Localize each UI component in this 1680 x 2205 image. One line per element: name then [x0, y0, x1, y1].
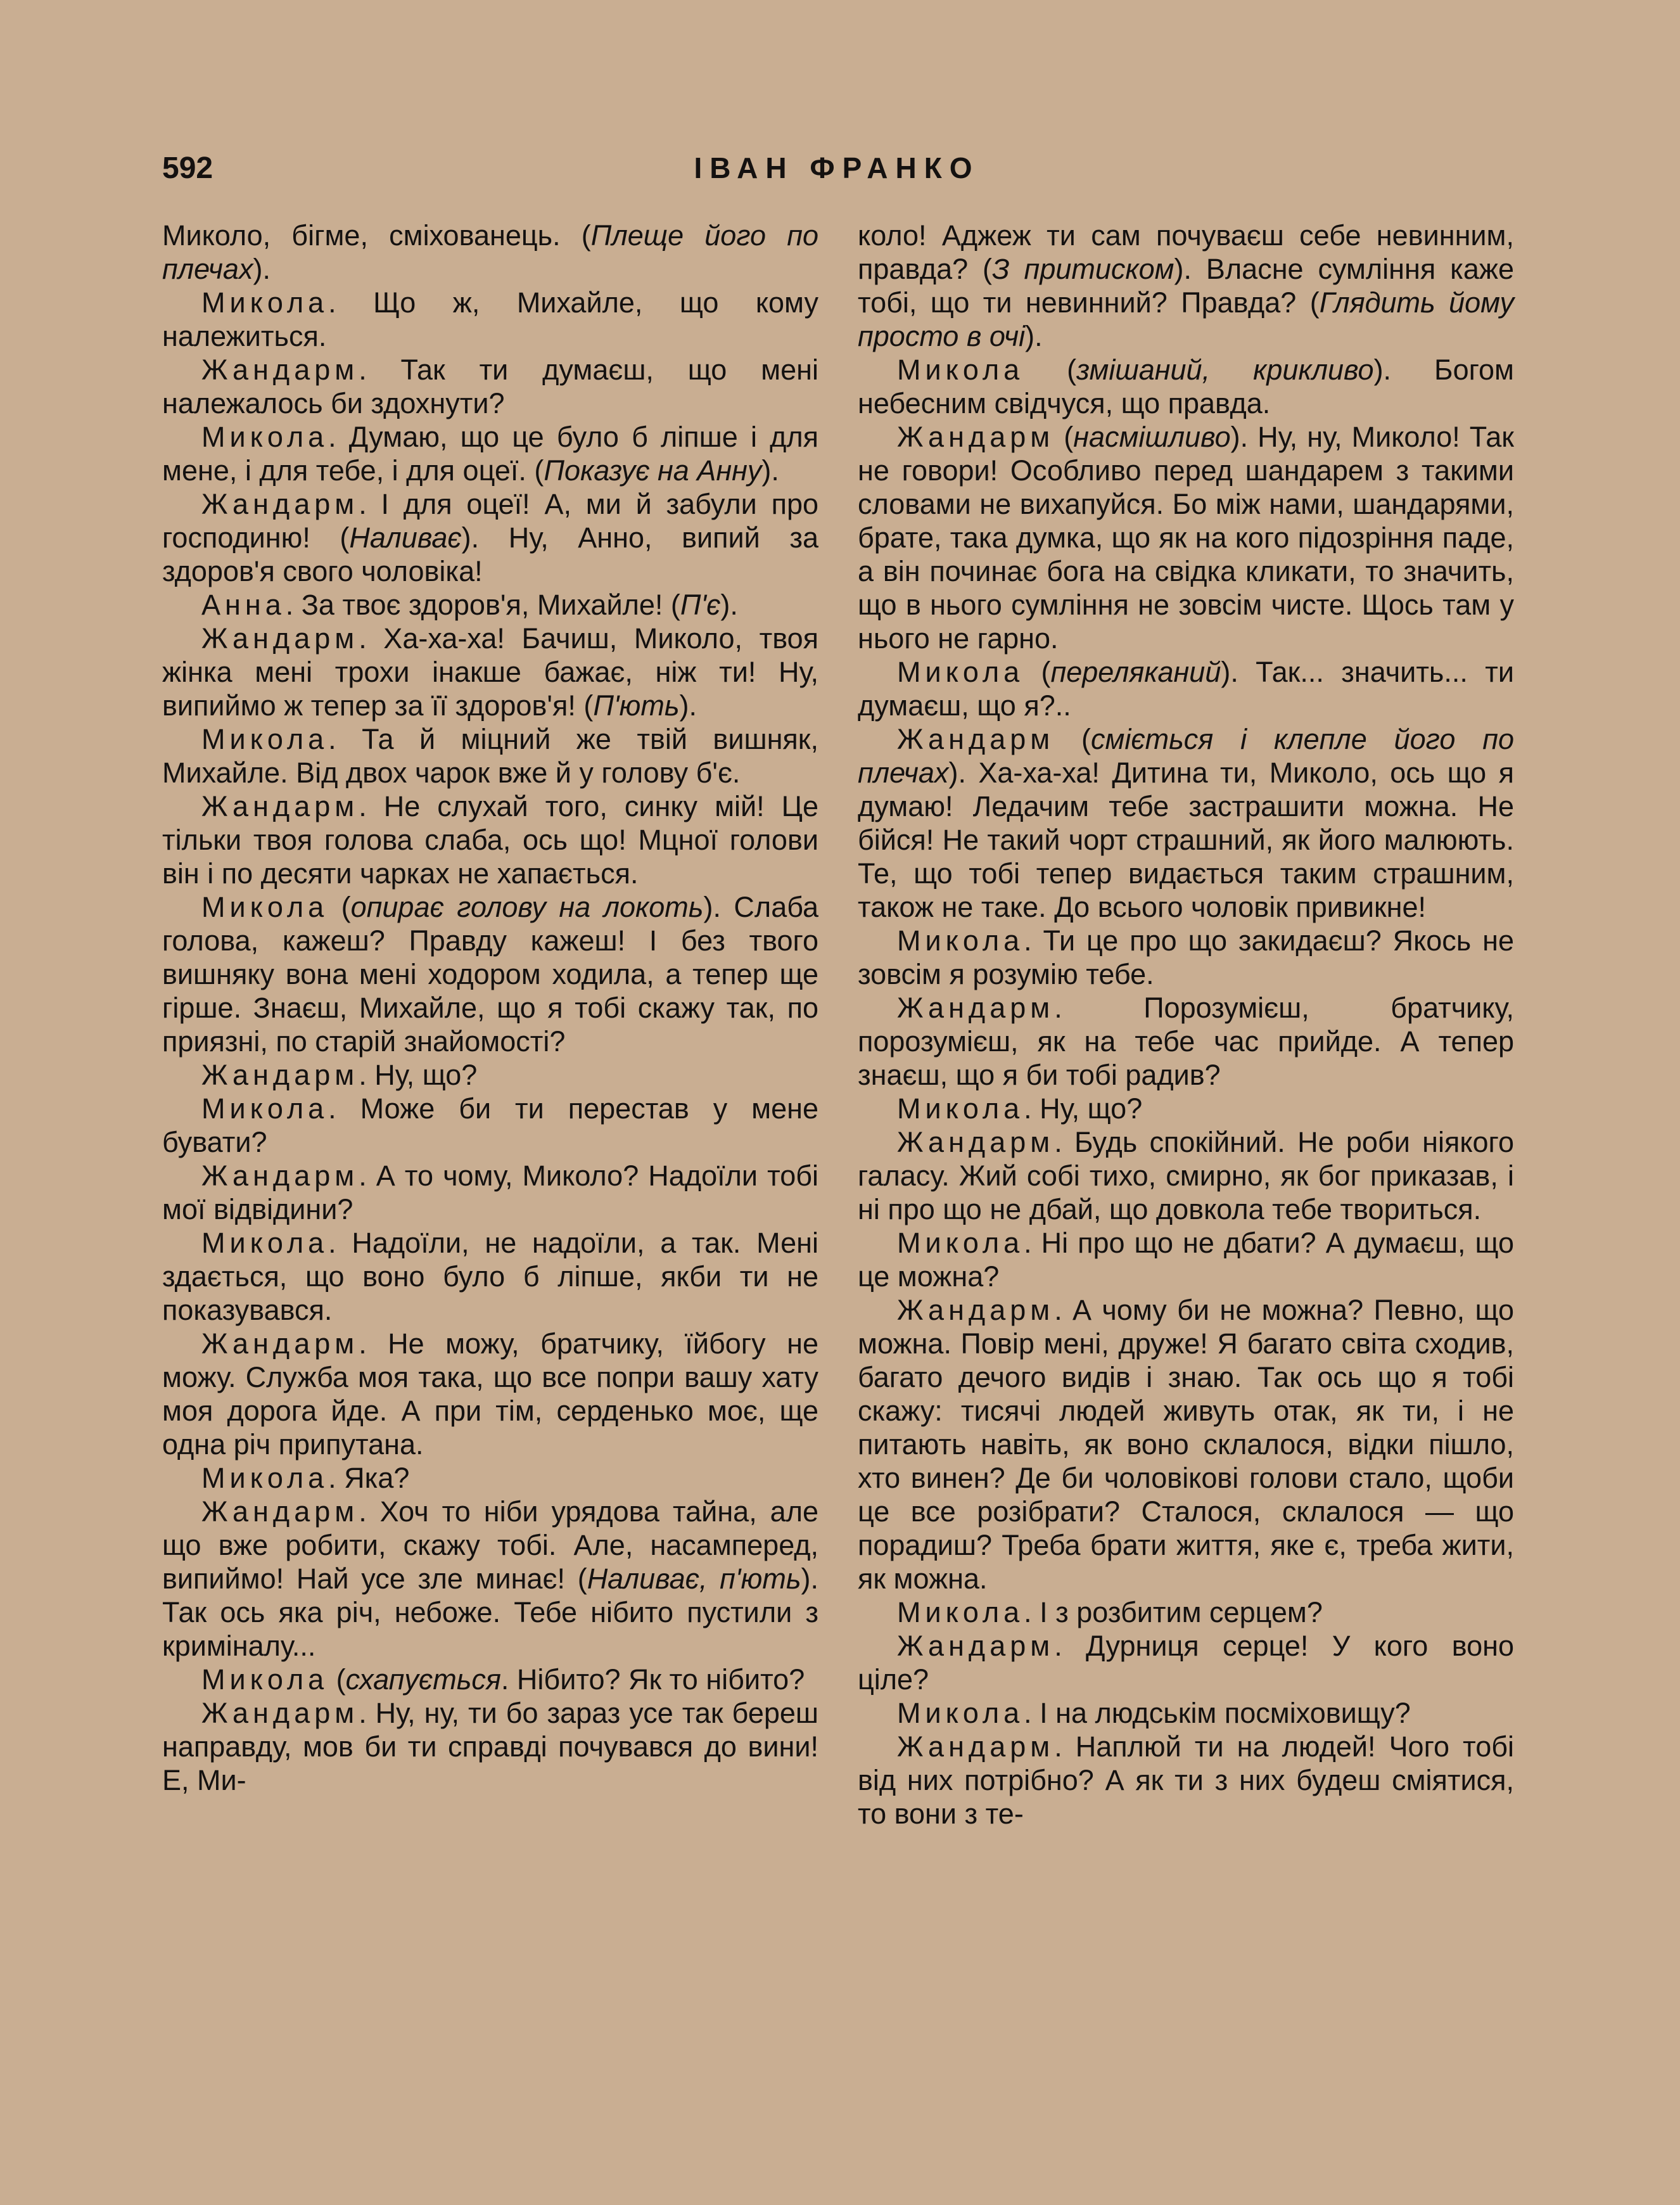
paragraph	[858, 1629, 1514, 1696]
stage-direction: змішаний, крикливо	[1076, 354, 1374, 386]
dialogue-text: ).	[720, 589, 738, 621]
dialogue-text: . Нібито? Як то нібито?	[500, 1663, 805, 1696]
paragraph	[162, 1461, 818, 1495]
dialogue-text: . А то чому, Миколо? Надоїли тобі мої відвідини?	[162, 1160, 818, 1225]
speaker-name: Жандарм	[897, 1126, 1055, 1158]
paragraph	[162, 1226, 818, 1327]
stage-direction: Наливає, п'ють	[587, 1563, 801, 1595]
speaker-name: Жандарм	[897, 723, 1055, 755]
paragraph	[162, 1327, 818, 1461]
dialogue-text: . Хоч то ніби урядова тайна, але що вже робити, скажу тобі. Але, насамперед, випиймо! Най усе зле минає! (	[162, 1495, 818, 1595]
dialogue-text: . Думаю, що це було б ліпше і для мене, і для тебе, і для оцеї. (	[162, 421, 818, 487]
stage-direction: П'ють	[593, 689, 680, 722]
dialogue-text: . Та й міцний же твій вишняк, Михайле. Від двох чарок вже й у голову б'є.	[162, 723, 818, 789]
speaker-name: Жандарм	[201, 488, 359, 520]
paragraph	[858, 722, 1514, 924]
speaker-name: Микола	[201, 1663, 329, 1696]
dialogue-text: ).	[761, 454, 779, 487]
dialogue-text: . І на людськім посміховищу?	[1024, 1697, 1411, 1729]
dialogue-text: . Що ж, Михайле, що кому належиться.	[162, 286, 818, 352]
dialogue-text: . Ні про що не дбати? А думаєш, що це можна?	[858, 1227, 1514, 1293]
stage-direction: сміється і клепле його по плечах	[858, 723, 1514, 789]
paragraph	[858, 420, 1514, 655]
dialogue-text: . Ха-ха-ха! Бачиш, Миколо, твоя жінка мені трохи інакше бажає, ніж ти! Ну, випиймо ж тепер за її здоров'я! (	[162, 622, 818, 722]
dialogue-text: коло! Аджеж ти сам почуваєш себе невинним, правда? (	[858, 219, 1514, 285]
dialogue-text: . Яка?	[328, 1462, 410, 1494]
dialogue-text: . А чому би не можна? Певно, що можна. Повір мені, друже! Я багато світа сходив, багато дечого видів і знаю. Так ось що я тобі скажу: тисячі людей живуть отак, як ти, і не питають навіть, як воно склалося, відки пішло, хто винен? Де би чоловікові голови стало, щоби це все розібрати? Сталося, склалося — що порадиш? Треба брати життя, яке є, треба жити, як можна.	[858, 1294, 1514, 1595]
paragraph	[162, 487, 818, 588]
speaker-name: Жандарм	[897, 1630, 1055, 1662]
paragraph	[858, 991, 1514, 1092]
running-title: ІВАН ФРАНКО	[694, 151, 980, 184]
dialogue-text: ).	[1025, 320, 1043, 352]
dialogue-text: (	[328, 1663, 346, 1696]
dialogue-text: ).	[679, 689, 697, 722]
dialogue-text: . І з розбитим серцем?	[1024, 1596, 1323, 1628]
left-text-column	[162, 219, 818, 1797]
dialogue-text: ). Власне сумління каже тобі, що ти невинний? Правда? (	[858, 253, 1514, 319]
paragraph	[858, 1696, 1514, 1730]
speaker-name: Микола	[201, 1092, 329, 1125]
paragraph	[858, 353, 1514, 420]
stage-direction: Глядить йому просто в очі	[858, 286, 1514, 352]
paragraph	[162, 1159, 818, 1226]
dialogue-text: . Наплюй ти на людей! Чого тобі від них потрібно? А як ти з них будеш сміятися, то вони з те-	[858, 1730, 1514, 1830]
paragraph	[162, 420, 818, 487]
stage-direction: П'є	[680, 589, 721, 621]
speaker-name: Жандарм	[201, 1059, 359, 1091]
speaker-name: Жандарм	[201, 354, 359, 386]
paragraph	[162, 622, 818, 722]
stage-direction: Плеще його по плечах	[162, 219, 818, 285]
stage-direction: Наливає	[349, 521, 462, 554]
dialogue-text: (	[328, 891, 351, 923]
paragraph	[162, 588, 818, 622]
paragraph	[858, 1595, 1514, 1629]
speaker-name: Жандарм	[201, 1160, 359, 1192]
paragraph	[162, 1663, 818, 1696]
speaker-name: Жандарм	[201, 790, 359, 822]
dialogue-text: ). Слаба голова, кажеш? Правду кажеш! І без твого вишняку вона мені ходором ходила, а тепер ще гірше. Знаєш, Михайле, що я тобі скажу так, по приязні, по старій знайомості?	[162, 891, 818, 1058]
speaker-name: Микола	[201, 723, 329, 755]
dialogue-text: . Може би ти перестав у мене бувати?	[162, 1092, 818, 1158]
dialogue-text: ). Так... значить... ти думаєш, що я?..	[858, 656, 1514, 722]
paragraph	[858, 1226, 1514, 1293]
dialogue-text: Миколо, бігме, сміхованець. (	[162, 219, 591, 252]
dialogue-text: ). Так ось яка річ, небоже. Тебе нібито пустили з криміналу...	[162, 1563, 818, 1662]
speaker-name: Жандарм	[201, 1697, 359, 1729]
paragraph	[162, 1696, 818, 1797]
speaker-name: Микола	[201, 421, 329, 453]
speaker-name: Микола	[201, 1462, 329, 1494]
speaker-name: Микола	[897, 1697, 1024, 1729]
paragraph	[858, 1092, 1514, 1125]
dialogue-text: . Ну, що?	[1024, 1092, 1143, 1125]
paragraph	[858, 1293, 1514, 1595]
stage-direction: З притиском	[992, 253, 1174, 285]
speaker-name: Анна	[201, 589, 286, 621]
dialogue-text: . Дурниця серце! У кого воно ціле?	[858, 1630, 1514, 1696]
paragraph	[162, 1495, 818, 1663]
dialogue-text: ).	[253, 253, 270, 285]
dialogue-text: ). Ну, Анно, випий за здоров'я свого чоловіка!	[162, 521, 818, 587]
dialogue-text: . І для оцеї! А, ми й забули про господиню! (	[162, 488, 818, 554]
paragraph	[858, 1125, 1514, 1226]
paragraph	[162, 219, 818, 286]
dialogue-text: ). Ну, ну, Миколо! Так не говори! Особливо перед шандарем з такими словами не вихапуйся. Бо між нами, шандарями, брате, така думка, що як на кого підозріння паде, а він починає бога на свідка кликати, то значить, що в нього сумління не зовсім чисте. Щось там у нього не гарно.	[858, 421, 1514, 655]
paragraph	[858, 1730, 1514, 1831]
speaker-name: Микола	[201, 286, 329, 319]
speaker-name: Микола	[201, 891, 329, 923]
dialogue-text: . Порозумієш, братчику, порозумієш, як на тебе час прийде. А тепер знаєш, що я би тобі радив?	[858, 992, 1514, 1091]
dialogue-text: . Надоїли, не надоїли, а так. Мені здається, що воно було б ліпше, якби ти не показувався.	[162, 1227, 818, 1326]
speaker-name: Микола	[897, 1596, 1024, 1628]
dialogue-text: . Ну, ну, ти бо зараз усе так береш направду, мов би ти справді почувався до вини! Е, Ми-	[162, 1697, 818, 1796]
speaker-name: Жандарм	[897, 1294, 1055, 1326]
stage-direction: насмішливо	[1073, 421, 1231, 453]
dialogue-text: ). Ха-ха-ха! Дитина ти, Миколо, ось що я думаю! Ледачим тебе застрашити можна. Не бійся! Не такий чорт страшний, як його малюють. Те, що тобі тепер видається таким страшним, також не таке. До всього чоловік привикне!	[858, 757, 1514, 923]
stage-direction: Показує на Анну	[544, 454, 762, 487]
speaker-name: Микола	[897, 354, 1024, 386]
paragraph	[162, 286, 818, 353]
dialogue-text: . Так ти думаєш, що мені належалось би здохнути?	[162, 354, 818, 419]
stage-direction: переляканий	[1050, 656, 1221, 688]
paragraph	[162, 722, 818, 789]
dialogue-text: . Ну, що?	[359, 1059, 478, 1091]
speaker-name: Жандарм	[897, 1730, 1055, 1763]
speaker-name: Микола	[897, 656, 1024, 688]
dialogue-text: . За твоє здоров'я, Михайле! (	[285, 589, 680, 621]
speaker-name: Микола	[897, 1227, 1024, 1259]
dialogue-text: . Не слухай того, синку мій! Це тільки твоя голова слаба, ось що! Мцної голови він і по десяти чарках не хапається.	[162, 790, 818, 890]
dialogue-text: . Ти це про що закидаєш? Якось не зовсім я розумію тебе.	[858, 924, 1514, 990]
paragraph	[858, 655, 1514, 722]
dialogue-text: . Будь спокійний. Не роби ніякого галасу. Жий собі тихо, смирно, як бог приказав, і ні про що не дбай, що довкола тебе твориться.	[858, 1126, 1514, 1225]
dialogue-text: (	[1024, 354, 1077, 386]
dialogue-text: (	[1054, 421, 1074, 453]
speaker-name: Микола	[897, 924, 1024, 957]
paragraph	[162, 789, 818, 890]
speaker-name: Жандарм	[201, 622, 359, 655]
speaker-name: Жандарм	[201, 1495, 359, 1528]
paragraph	[162, 1058, 818, 1092]
dialogue-text: . Не можу, братчику, їйбогу не можу. Служба моя така, що все попри вашу хату моя дорога йде. А при тім, серденько моє, ще одна річ припутана.	[162, 1327, 818, 1460]
stage-direction: опирає голову на локоть	[350, 891, 704, 923]
paragraph	[858, 924, 1514, 991]
right-text-column	[858, 219, 1514, 1831]
stage-direction: схапується	[345, 1663, 501, 1696]
speaker-name: Жандарм	[897, 421, 1055, 453]
speaker-name: Микола	[897, 1092, 1024, 1125]
speaker-name: Жандарм	[201, 1327, 359, 1360]
dialogue-text: ). Богом небесним свідчуся, що правда.	[858, 354, 1514, 419]
dialogue-text: (	[1024, 656, 1051, 688]
paragraph	[162, 890, 818, 1058]
speaker-name: Микола	[201, 1227, 329, 1259]
paragraph	[858, 219, 1514, 353]
page-header	[162, 151, 1511, 189]
dialogue-text: (	[1054, 723, 1091, 755]
speaker-name: Жандарм	[897, 992, 1055, 1024]
paragraph	[162, 353, 818, 420]
paragraph	[162, 1092, 818, 1159]
page-number: 592	[162, 151, 213, 185]
